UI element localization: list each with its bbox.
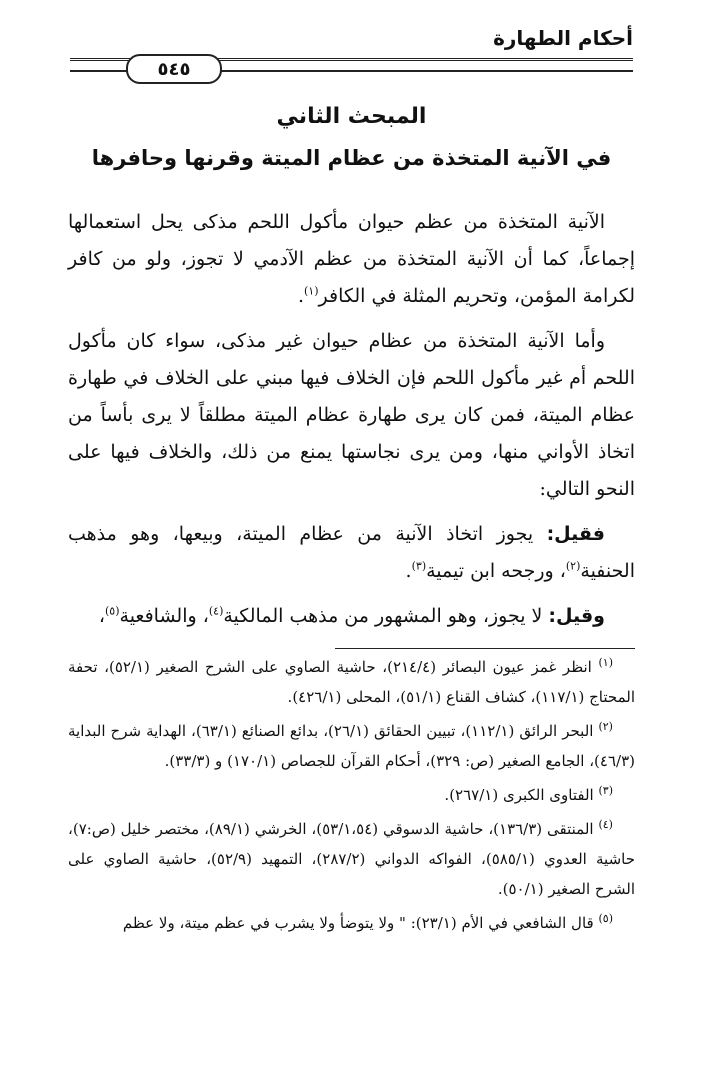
footnote-text: انظر غمز عيون البصائر (٢١٤/٤)، حاشية الصاوي على الشرح الصغير (٥٢/١)، تحفة المحتاج (١١٧/١)، كشاف القناع (٥١/١)، المحلى (٤٢٦/١). xyxy=(68,658,635,706)
footnote-4 xyxy=(68,814,635,904)
footnote-ref-2: (٢) xyxy=(565,559,581,573)
footnote-3 xyxy=(68,780,635,810)
paragraph-4-lead: وقيل: xyxy=(548,605,605,627)
footnote-text: المنتقى (١٣٦/٣)، حاشية الدسوقي (٥٣/١،٥٤)، الخرشي (٨٩/١)، مختصر خليل (ص:٧)، حاشية العدوي (٥٨٥/١)، الفواكه الدواني (٢٨٧/٢)، التمهيد (٥٢/٩)، حاشية الصاوي على الشرح الصغير (٥٠/١). xyxy=(68,820,635,898)
footnote-separator xyxy=(335,648,635,649)
paragraph-4-text-a: لا يجوز، وهو المشهور من مذهب المالكية xyxy=(223,605,549,627)
paragraph-3-end: . xyxy=(405,560,412,582)
section-title: المبحث الثاني xyxy=(276,104,427,129)
footnote-text: قال الشافعي في الأم (٢٣/١): " ولا يتوضأ ولا يشرب في عظم ميتة، ولا عظم xyxy=(122,914,594,932)
footnote-number: (٢) xyxy=(598,720,613,733)
paragraph-4 xyxy=(68,598,635,635)
paragraph-3-text-b: ، ورجحه ابن تيمية xyxy=(426,560,566,582)
footnote-ref-3: (٣) xyxy=(411,559,427,573)
page-header xyxy=(70,14,633,84)
footnote-ref-4: (٤) xyxy=(208,604,224,618)
paragraph-3-lead: فقيل: xyxy=(546,523,605,545)
footnote-number: (٥) xyxy=(598,912,613,925)
footnote-number: (٣) xyxy=(598,784,613,797)
main-text xyxy=(68,204,635,643)
running-title: أحكام الطهارة xyxy=(493,26,633,50)
paragraph-3-text-a: يجوز اتخاذ الآنية من عظام الميتة، وبيعها، وهو مذهب الحنفية xyxy=(68,523,635,582)
paragraph-1-end: . xyxy=(297,285,304,307)
footnote-2 xyxy=(68,716,635,776)
paragraph-4-text-b: ، والشافعية xyxy=(119,605,209,627)
paragraph-4-end: ، xyxy=(98,605,105,627)
section-subtitle: في الآنية المتخذة من عظام الميتة وقرنها وحافرها xyxy=(91,146,612,170)
paragraph-1 xyxy=(68,204,635,315)
footnote-number: (٤) xyxy=(598,818,613,831)
footnotes xyxy=(68,652,635,942)
footnote-5 xyxy=(68,908,635,938)
paragraph-3 xyxy=(68,516,635,590)
page-number: ٥٤٥ xyxy=(126,54,222,84)
footnote-ref-1: (١) xyxy=(303,284,319,298)
footnote-text: البحر الرائق (١١٢/١)، تبيين الحقائق (٢٦/١)، بدائع الصنائع (٦٣/١)، الهداية شرح البداية (٤٦/٣)، الجامع الصغير (ص: ٣٢٩)، أحكام القرآن للجصاص (١٧٠/١) و (٣٣/٣). xyxy=(68,722,635,770)
paragraph-2: وأما الآنية المتخذة من عظام حيوان غير مذكى، سواء كان مأكول اللحم أم غير مأكول اللحم فإن الخلاف فيها مبني على الخلاف في طهارة عظام الميتة، فمن كان يرى طهارة عظام الميتة مطلقاً لا يرى بأساً من اتخاذ الأواني منها، ومن يرى نجاستها يمنع من ذلك، والخلاف فيها على النحو التالي: xyxy=(68,330,635,500)
footnote-1 xyxy=(68,652,635,712)
footnote-ref-5: (٥) xyxy=(105,604,120,618)
paragraph-1-text: الآنية المتخذة من عظم حيوان مأكول اللحم مذكى يحل استعمالها إجماعاً، كما أن الآنية المتخذة من عظم الآدمي لا تجوز، ولو من كافر لكرامة المؤمن، وتحريم المثلة في الكافر xyxy=(68,211,635,307)
footnote-text: الفتاوى الكبرى (٢٦٧/١). xyxy=(444,786,594,804)
footnote-number: (١) xyxy=(598,656,613,669)
